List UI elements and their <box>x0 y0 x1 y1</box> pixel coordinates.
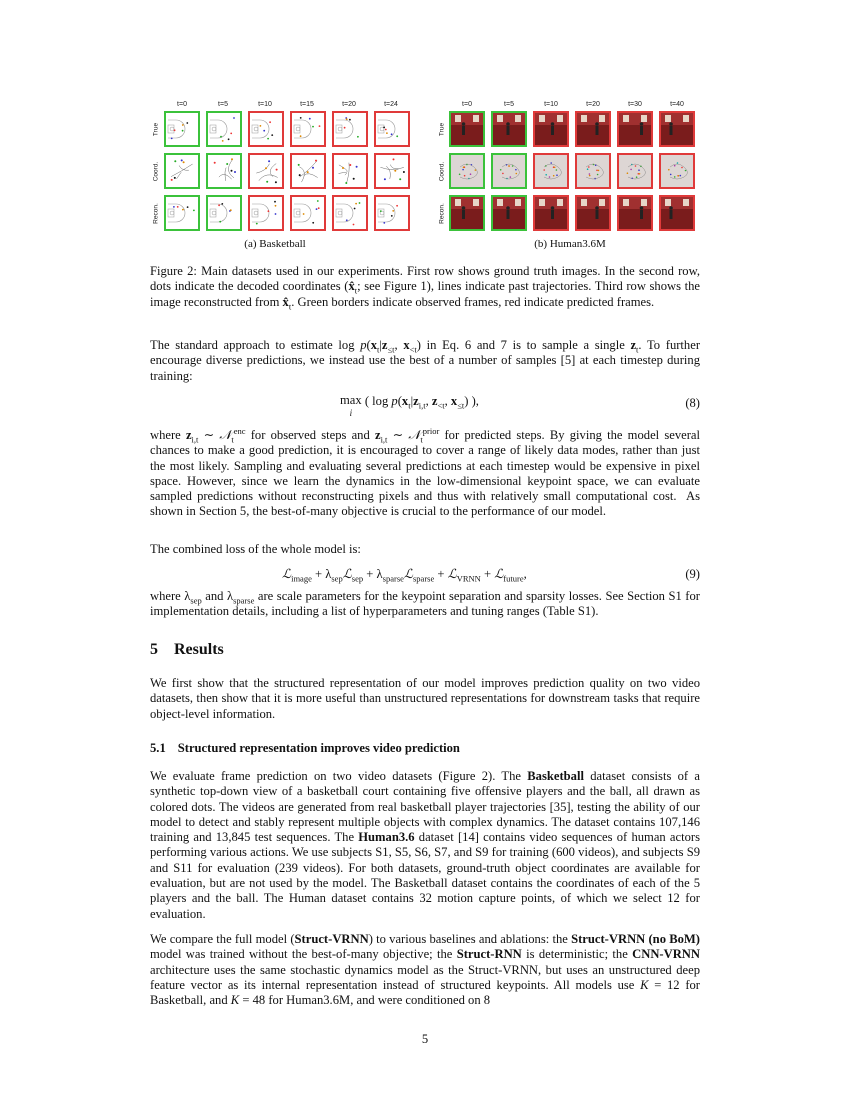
subsection-number: 5.1 <box>150 741 166 755</box>
human-frame-thumbnail <box>533 195 569 231</box>
human-frame-thumbnail <box>533 111 569 147</box>
figure-2 <box>0 0 850 255</box>
time-label: t=20 <box>342 101 356 108</box>
basketball-frame-thumbnail <box>248 195 284 231</box>
paragraph-results-intro: We first show that the structured representation of our model improves prediction quality on two video datasets, then show that it is more useful than unstructured representations for downstream tasks that require object-level information. <box>150 676 700 721</box>
paragraph-datasets: We evaluate frame prediction on two video datasets (Figure 2). The Basketball dataset consists of a synthetic top-down view of a basketball court containing five offensive players and the ball, all drawn as colored dots. The videos are generated from real basketball player trajectories [35], testing the ability of our model to detect and stably represent multiple objects with complex dynamics. The dataset contains 107,146 training and 13,845 test sequences. The Human3.6 dataset [14] contains video sequences of human actors performing various actions. We use subjects S1, S5, S6, S7, and S9 for training (600 videos), and subjects S9 and S11 for evaluation (239 videos). For both datasets, ground-truth object coordinates are available for evaluation, but are not used by the model. The Basketball dataset contains the coordinates of each of the 5 players and the ball. The Human dataset contains 32 motion capture points, of which we select 12 for evaluation. <box>150 769 700 921</box>
human-frame-thumbnail <box>617 111 653 147</box>
equation-8: max i ( $\log p(x_t|z_{i,t}$, $z_{<t}$, $x_{\le t}$) ), <box>340 393 479 418</box>
basketball-frame-thumbnail <box>248 153 284 189</box>
time-label: t=10 <box>544 101 558 108</box>
basketball-frame-thumbnail <box>374 111 410 147</box>
basketball-frame-thumbnail <box>290 153 326 189</box>
section-5-1-heading <box>150 741 460 756</box>
human-frame-thumbnail <box>617 153 653 189</box>
figure-caption: Figure 2: Main datasets used in our experiments. First row shows ground truth images. In the second row, dots indicate the decoded coordinates ($x̂_t$; see Figure 1), lines indicate past trajectories. Third row shows the image reconstructed from $x̂_t$. Green borders indicate observed frames, red indicate predicted frames. <box>150 264 701 312</box>
human-frame-thumbnail <box>449 111 485 147</box>
row-label: Recon. <box>152 203 160 224</box>
page-number: 5 <box>421 1032 429 1046</box>
human-frame-thumbnail <box>449 195 485 231</box>
time-label: t=30 <box>628 101 642 108</box>
section-5-heading <box>150 641 224 659</box>
basketball-frame-thumbnail <box>164 111 200 147</box>
time-label: t=0 <box>462 101 472 108</box>
caption-a: (a) Basketball <box>244 238 306 250</box>
caption-b: (b) Human3.6M <box>534 238 606 250</box>
basketball-frame-thumbnail <box>332 153 368 189</box>
time-label: t=10 <box>258 101 272 108</box>
row-label: True <box>438 122 446 137</box>
basketball-frame-thumbnail <box>164 153 200 189</box>
time-label: t=0 <box>177 101 187 108</box>
human-frame-thumbnail <box>617 195 653 231</box>
human-frame-thumbnail <box>659 111 695 147</box>
basketball-frame-thumbnail <box>206 153 242 189</box>
section-number: 5 <box>150 641 158 658</box>
time-label: t=5 <box>504 101 514 108</box>
time-label: t=24 <box>384 101 398 108</box>
paragraph-scale-params: where $\lambda_{sep}$ and $\lambda_{sparse}$ are scale parameters for the keypoint separation and sparsity losses. See Section S1 for implementation details, including a list of hyperparameters and tuning ranges (Table S1). <box>150 589 700 619</box>
human-frame-thumbnail <box>659 195 695 231</box>
row-label: Coord. <box>438 161 446 182</box>
human-frame-thumbnail <box>533 153 569 189</box>
row-label: Recon. <box>438 203 446 224</box>
basketball-frame-thumbnail <box>290 111 326 147</box>
basketball-frame-thumbnail <box>374 153 410 189</box>
basketball-frame-thumbnail <box>164 195 200 231</box>
time-label: t=20 <box>586 101 600 108</box>
paragraph-sampling: where $z_{i,t}$ ∼ 𝒩$_t^{enc}$ for observed steps and $z_{i,t}$ ∼ 𝒩$_t^{prior}$ for predicted steps. By giving the model several chances to make a good prediction, it is encouraged to cover a range of likely data modes, rather than just the most likely. Sampling and evaluating several predictions at each timestep would be expensive in pixel space. However, since we learn the dynamics in the low-dimensional keypoint space, we can evaluate sampled predictions without reconstructing pixels and thus with relatively small computational cost. As shown in Section 5, the best-of-many objective is crucial to the performance of our model. <box>150 425 700 519</box>
paragraph-combined-loss: The combined loss of the whole model is: <box>150 542 361 556</box>
basketball-frame-thumbnail <box>332 111 368 147</box>
paragraph-best-of-many-intro: The standard approach to estimate $\log p(x_t|z_{\le t}$, $x_{<t}$) in Eq. 6 and 7 is to sample a single $z_t$. To further encourage diverse predictions, we instead use the best of a number of samples [5] at each timestep during training: <box>150 338 701 383</box>
human-frame-thumbnail <box>491 111 527 147</box>
time-label: t=40 <box>670 101 684 108</box>
basketball-frame-thumbnail <box>206 195 242 231</box>
equation-9-number: (9) <box>685 567 700 581</box>
human-frame-thumbnail <box>575 195 611 231</box>
human-frame-thumbnail <box>491 153 527 189</box>
human-frame-thumbnail <box>575 111 611 147</box>
paragraph-baselines: We compare the full model (Struct-VRNN) to various baselines and ablations: the Struct-VRNN (no BoM) model was trained without the best-of-many objective; the Struct-RNN is deterministic; the CNN-VRNN architecture uses the same stochastic dynamics model as the Struct-VRNN, but uses an unstructured deep feature vector as its internal representation instead of structured keypoints. All models use K = 12 for Basketball, and K = 48 for Human3.6M, and were conditioned on 8 <box>150 932 701 1008</box>
row-label: True <box>152 122 160 137</box>
human-frame-thumbnail <box>575 153 611 189</box>
equation-9: ℒ$_{image}$ + $\lambda_{sep}ℒ_{sep}$ + $\lambda_{sparse}ℒ_{sparse}$ + ℒ$_{VRNN}$ + ℒ$_{future}$, <box>282 567 527 584</box>
equation-8-number: (8) <box>685 396 700 410</box>
time-label: t=5 <box>218 101 228 108</box>
basketball-frame-thumbnail <box>332 195 368 231</box>
basketball-frame-thumbnail <box>248 111 284 147</box>
basketball-frame-thumbnail <box>206 111 242 147</box>
subsection-title: Structured representation improves video prediction <box>177 741 460 755</box>
row-label: Coord. <box>152 161 160 182</box>
human-frame-thumbnail <box>449 153 485 189</box>
human-frame-thumbnail <box>491 195 527 231</box>
section-title: Results <box>174 641 224 658</box>
time-label: t=15 <box>300 101 314 108</box>
basketball-frame-thumbnail <box>374 195 410 231</box>
human-frame-thumbnail <box>659 153 695 189</box>
basketball-frame-thumbnail <box>290 195 326 231</box>
